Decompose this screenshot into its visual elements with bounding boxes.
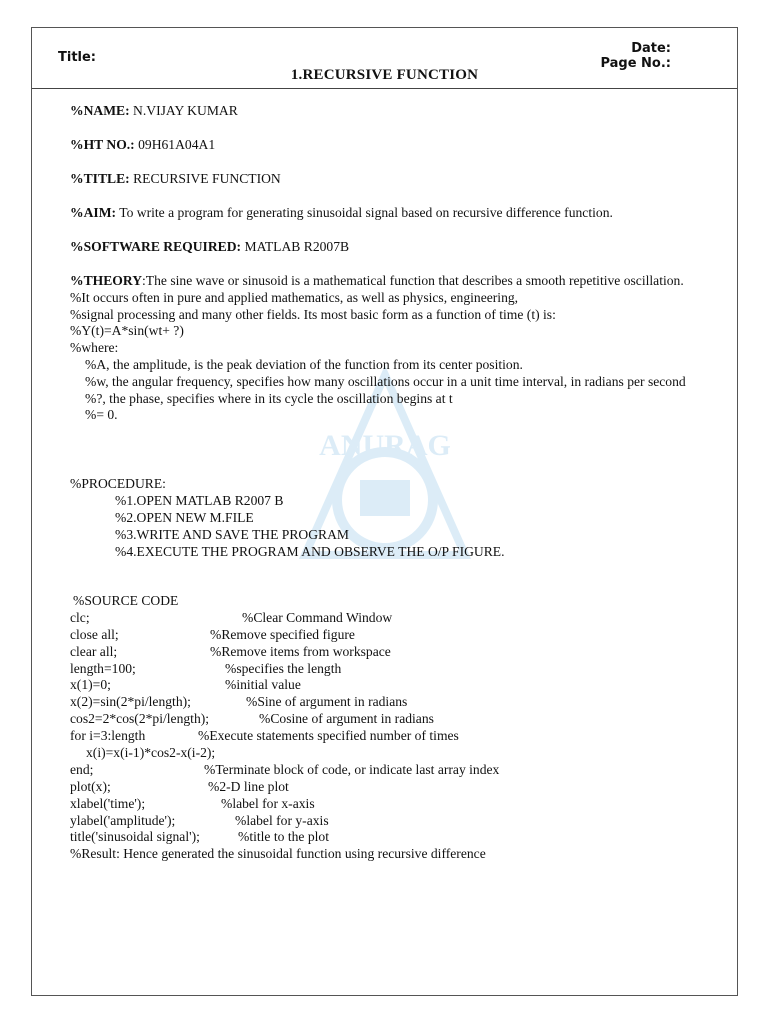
- document-title: 1.RECURSIVE FUNCTION: [290, 67, 479, 83]
- procedure-step: %4.EXECUTE THE PROGRAM AND OBSERVE THE O/P FIGURE.: [115, 544, 505, 559]
- text-line: title('sinusoidal signal');: [70, 829, 200, 845]
- header-divider: [32, 88, 737, 89]
- title-field: [70, 171, 281, 187]
- text-line: %Remove items from workspace: [210, 643, 391, 659]
- page-number-label: Page No.:: [600, 56, 671, 71]
- code-line: [70, 813, 730, 830]
- procedure-step: %1.OPEN MATLAB R2007 B: [115, 493, 284, 508]
- code-line: [70, 677, 730, 694]
- text-line: [70, 273, 730, 290]
- code-line: [70, 610, 730, 627]
- text-line: xlabel('time');: [70, 795, 146, 811]
- text-line: length=100;: [70, 660, 136, 676]
- text-line: close all;: [70, 626, 119, 642]
- text-line: %Execute statements specified number of times: [198, 728, 459, 744]
- text-span: MATLAB R2007B: [241, 239, 350, 254]
- source-heading: %SOURCE CODE: [73, 593, 179, 608]
- text-span: To write a program for generating sinusoidal signal based on recursive difference function.: [116, 205, 613, 220]
- text-line: %signal processing and many other fields. Its most basic form as a function of time (t) is:: [70, 306, 556, 322]
- procedure-step: %3.WRITE AND SAVE THE PROGRAM: [115, 527, 349, 542]
- text-span: %NAME:: [70, 103, 130, 118]
- text-line: %Y(t)=A*sin(wt+ ?): [70, 323, 184, 339]
- text-span: %HT NO.:: [70, 137, 135, 152]
- code-line: [70, 762, 730, 779]
- text-line: %Cosine of argument in radians: [259, 711, 434, 727]
- text-span: :The sine wave or sinusoid is a mathematical function that describes a smooth repetitive oscillation.: [142, 273, 684, 288]
- code-line: [70, 728, 730, 745]
- text-line: ylabel('amplitude');: [70, 812, 176, 828]
- result-line: %Result: Hence generated the sinusoidal function using recursive difference: [70, 846, 486, 862]
- date-label: Date:: [631, 41, 671, 56]
- title-label: Title:: [58, 50, 97, 65]
- text-line: %Sine of argument in radians: [246, 694, 408, 710]
- text-line: %where:: [70, 340, 119, 356]
- text-line: clear all;: [70, 643, 118, 659]
- text-line: %It occurs often in pure and applied mathematics, as well as physics, engineering,: [70, 289, 519, 305]
- htno-field: [70, 137, 215, 153]
- code-line: [70, 661, 730, 678]
- text-line: %= 0.: [85, 407, 118, 423]
- text-line: %title to the plot: [238, 829, 329, 845]
- text-line: x(i)=x(i-1)*cos2-x(i-2);: [86, 745, 216, 761]
- text-line: %label for y-axis: [235, 812, 329, 828]
- code-line: [70, 711, 730, 728]
- code-line: [70, 745, 730, 762]
- code-line: [70, 694, 730, 711]
- text-line: x(2)=sin(2*pi/length);: [70, 694, 191, 710]
- code-line: [70, 627, 730, 644]
- text-line: %Terminate block of code, or indicate last array index: [204, 761, 500, 777]
- software-field: [70, 239, 349, 255]
- text-span: N.VIJAY KUMAR: [129, 103, 238, 118]
- text-line: %Clear Command Window: [242, 609, 393, 625]
- text-line: %label for x-axis: [221, 795, 315, 811]
- text-line: %A, the amplitude, is the peak deviation of the function from its center position.: [85, 356, 523, 372]
- watermark-text: ANURAG: [319, 429, 451, 462]
- text-span: RECURSIVE FUNCTION: [129, 171, 281, 186]
- theory-label: %THEORY: [70, 273, 143, 288]
- text-line: plot(x);: [70, 778, 111, 794]
- text-span: %TITLE:: [70, 171, 130, 186]
- text-line: x(1)=0;: [70, 677, 111, 693]
- code-line: [70, 779, 730, 796]
- procedure-heading: %PROCEDURE:: [70, 476, 166, 491]
- text-span: %SOFTWARE REQUIRED:: [70, 239, 242, 254]
- text-span: 09H61A04A1: [134, 137, 216, 152]
- text-line: cos2=2*cos(2*pi/length);: [70, 711, 210, 727]
- code-line: [70, 644, 730, 661]
- aim-field: [70, 205, 613, 221]
- text-line: %w, the angular frequency, specifies how many oscillations occur in a unit time interval, in radians per second: [85, 373, 686, 389]
- text-line: %2-D line plot: [208, 778, 289, 794]
- text-line: %Remove specified figure: [210, 626, 355, 642]
- text-line: %?, the phase, specifies where in its cycle the oscillation begins at t: [85, 390, 453, 406]
- text-line: %initial value: [225, 677, 301, 693]
- procedure-step: %2.OPEN NEW M.FILE: [115, 510, 254, 525]
- procedure-section: [70, 475, 505, 560]
- text-line: for i=3:length: [70, 728, 146, 744]
- text-line: clc;: [70, 609, 90, 625]
- name-field: [70, 103, 238, 119]
- text-line: end;: [70, 761, 94, 777]
- theory-section: [70, 273, 730, 424]
- source-code-section: [70, 593, 730, 863]
- code-line: [70, 796, 730, 813]
- text-line: %specifies the length: [225, 660, 342, 676]
- text-span: %AIM:: [70, 205, 117, 220]
- code-line: [70, 829, 730, 846]
